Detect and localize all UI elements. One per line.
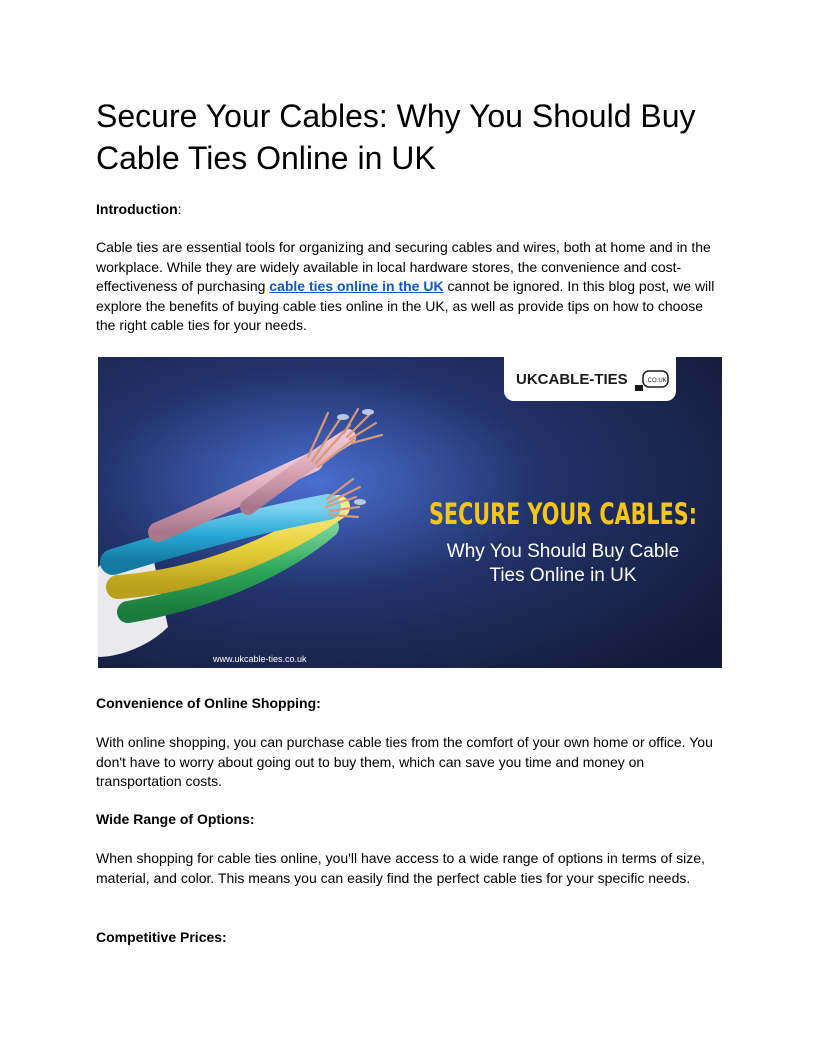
intro-paragraph [96, 238, 722, 336]
banner-logo-text: UKCABLE-TIES [516, 371, 628, 388]
section-text-convenience: With online shopping, you can purchase cable ties from the comfort of your own home or office. You don't have to worry about going out to buy them, which can save you time and money on transportation costs. [96, 734, 713, 789]
blog-banner-image [98, 357, 722, 668]
section-heading-convenience: Convenience of Online Shopping: [96, 695, 321, 711]
intro-text-after: cannot be ignored. In this blog post, we will explore the benefits of buying cable ties online in the UK, as well as provide tips on how to choose the right cable ties for your needs. [96, 278, 715, 333]
intro-colon: : [177, 201, 182, 217]
intro-text-before: Cable ties are essential tools for organizing and securing cables and wires, both at home and in the workplace. While they are widely available in local hardware stores, the convenience and cost-effectiveness of purchasing [96, 239, 711, 294]
intro-label: Introduction [96, 201, 178, 217]
cable-ties-link[interactable]: cable ties online in the UK [269, 278, 444, 294]
intro-heading [96, 200, 182, 219]
banner-headline: SECURE YOUR CABLES: [429, 497, 697, 531]
banner-subline-1: Why You Should Buy Cable [446, 541, 680, 562]
banner-logo-suffix: .CO.UK [646, 378, 667, 384]
banner-subline-2: Ties Online in UK [489, 565, 637, 586]
banner-website: www.ukcable-ties.co.uk [213, 654, 307, 664]
section-heading-options: Wide Range of Options: [96, 811, 255, 827]
section-heading-prices: Competitive Prices: [96, 929, 227, 945]
page-title: Secure Your Cables: Why You Should Buy Cable Ties Online in UK [96, 98, 696, 176]
section-text-options: When shopping for cable ties online, you'll have access to a wide range of options in terms of size, material, and color. This means you can easily find the perfect cable ties for your specific needs. [96, 850, 705, 886]
